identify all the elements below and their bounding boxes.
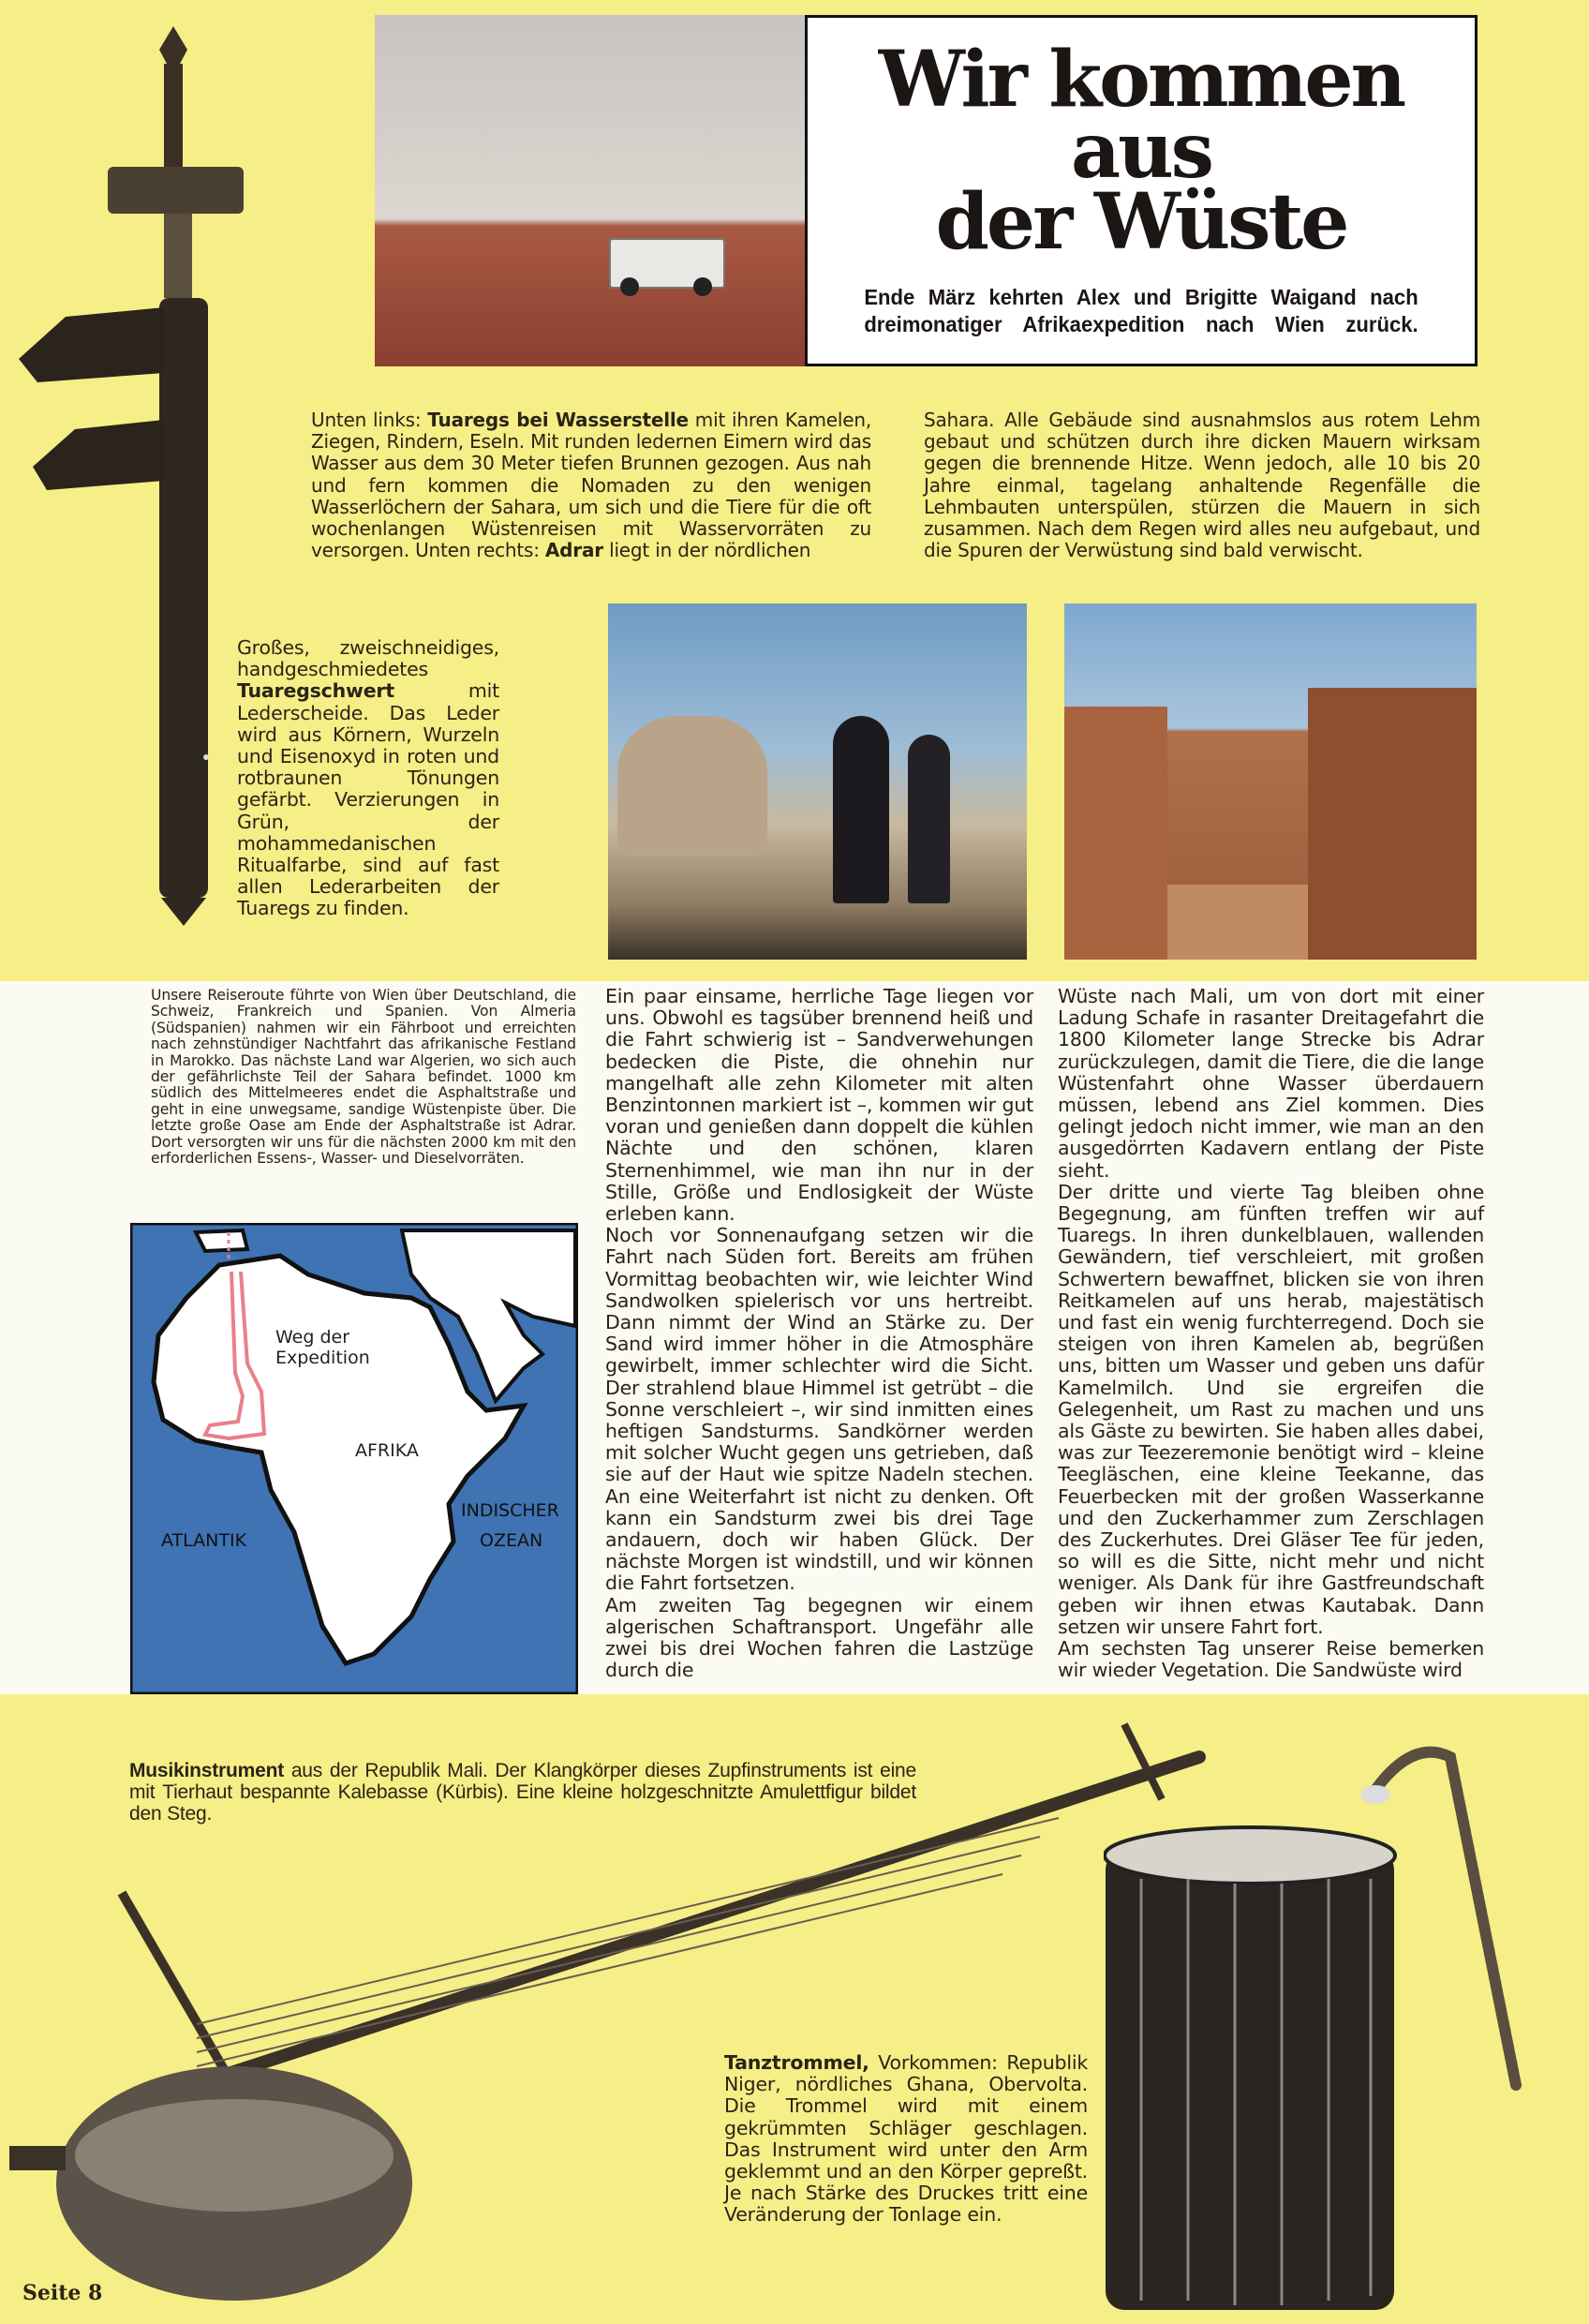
wheel-shape: [620, 277, 639, 296]
article-column-3: [1058, 986, 1484, 1682]
tuaregs-water-photo: [608, 603, 1027, 960]
iberia-land: [196, 1230, 247, 1251]
dance-drum-image: [1104, 1738, 1544, 2315]
africa-route-map: [130, 1223, 578, 1694]
tuareg-figure: [908, 735, 950, 903]
paragraph: Am zweiten Tag begegnen wir einem algerischen Schaftransport. Ungefähr alle zwei bis drei Wochen fahren die Lastzüge durch die: [605, 1593, 1033, 1682]
title-line: Wir kommen: [878, 35, 1404, 125]
route-intro-text: Unsere Reiseroute führte von Wien über Deutschland, die Schweiz, Frankreich und Spanien. Von Almeria (Südspanien) nahmen wir ein Fährboot und erreichten nach zehnstündiger Nachtfahrt das afrikanische Festland in Marokko. Das nächste Land war Algerien, wo sich auch der gefährlichste Teil der Sahara befindet. 1000 km südlich des Mittelmeeres endet die Asphaltstraße und geht in eine unwegsame, sandige Wüstenpiste über. Die letzte große Oase am Ende der Asphaltstraße ist Adrar. Dort versorgten wir uns für die nächsten 2000 km mit den erforderlichen Essens-, Wasser- und Dieselvorräten.: [151, 987, 576, 1168]
indian-ocean-label: INDISCHER: [461, 1500, 559, 1521]
paragraph: Ein paar einsame, herrliche Tage liegen vor uns. Obwohl es tagsüber brennend heiß und die Fahrt schwierig ist – Sandverwehungen bedecken die Piste, die ohnehin nur mangelhaft alle zehn Kilometer mit alten Benzintonnen markiert ist –, kommen wir gut voran und genießen dann doppelt die kühlen Nächte und den schönen, klaren Sternenhimmel, wie man ihn nur in der Stille, Größe und Endlosigkeit der Wüste erleben kann.: [605, 985, 1033, 1226]
mud-wall: [1064, 707, 1167, 960]
page-number: Seite 8: [22, 2281, 103, 2305]
article-column-2: [605, 986, 1033, 1682]
atlantic-label: ATLANTIK: [161, 1530, 247, 1551]
page-title: [808, 35, 1475, 267]
caption-bold: Tuaregschwert: [237, 679, 394, 703]
caption-bold: Tuaregs bei Wasserstelle: [427, 409, 689, 431]
wheel-shape: [693, 277, 712, 296]
route-label: Expedition: [275, 1348, 370, 1368]
paragraph: Wüste nach Mali, um von dort mit einer Ladung Schafe in rasanter Dreitagefahrt die 1800 Kilometer lange Strecke bis Adrar zurückzulegen, damit die Tiere, die die lange Wüstenfahrt ohne Wasser überdauern müssen, lebend ans Ziel kommen. Dies gelingt jedoch nicht immer, wie man an den ausgedörrten Kadavern entlang der Piste sieht.: [1058, 985, 1484, 1182]
title-line: aus: [1071, 106, 1211, 196]
caption-text: Großes, zweischneidiges, handgeschmiedetes: [237, 636, 499, 681]
caption-text: liegt in der nördlichen: [602, 539, 811, 562]
caption-bold: Musikinstrument: [129, 1760, 285, 1781]
title-line: der Wüste: [935, 177, 1347, 267]
title-box: [805, 15, 1478, 366]
desert-vehicle-photo: [375, 15, 805, 366]
paragraph: Der dritte und vierte Tag bleiben ohne Begegnung, am fünften treffen wir auf Tuaregs. In ihren dunkelblauen, wallenden Gewändern, tief verschleiert, mit großen Schwertern bewaffnet, blicken sie von ihren Reitkamelen auf uns herab, majestätisch und fast ein wenig furchterregend. Doch sie steigen von ihren Kamelen ab, begrüßen uns, bitten um Wasser und geben uns dafür Kamelmilch. Und sie ergreifen die Gelegenheit, um Rast zu machen und uns als Gäste zu bewirten. Sie haben alles dabei, was zur Teezeremonie benötigt wird – kleine Teegläschen, eine kleine Teekanne, das Feuerbecken mit der großen Wasserkanne und den Zuckerhammer zum Zerschlagen des Zuckerhutes. Drei Gläser Tee für jeden, so will es die Sitte, nicht mehr und nicht weniger. Als Dank für ihre Gastfreundschaft geben wir ihnen etwas Kautabak. Dann setzen wir unsere Fahrt fort.: [1058, 1180, 1484, 1638]
tuareg-sword-image: [9, 26, 244, 931]
caption-text: mit Lederscheide. Das Leder wird aus Körnern, Wurzeln und Eisenoxyd in roten und rotbraunen Tönungen gefärbt. Verzierungen in Grün, der mohammedanischen Ritualfarbe, sind auf fast allen Lederarbeiten der Tuaregs zu finden.: [237, 679, 499, 920]
photo-caption-left: [311, 410, 871, 561]
adrar-photo: [1064, 603, 1477, 960]
camel-shape: [617, 716, 767, 857]
caption-text: Vorkommen: Republik Niger, nördliches Ghana, Obervolta. Die Trommel wird mit einem gekrümmten Schläger geschlagen. Das Instrument wird unter den Arm geklemmt und an den Körper gepreßt. Je nach Stärke des Druckes tritt eine Veränderung der Tonlage ein.: [724, 2051, 1088, 2227]
route-label: Weg der: [275, 1327, 350, 1348]
continent-label: AFRIKA: [355, 1440, 419, 1461]
drum-caption: [724, 2052, 1088, 2227]
tuareg-figure: [833, 716, 889, 903]
caption-bold: Adrar: [544, 539, 603, 562]
indian-ocean-label: OZEAN: [480, 1530, 543, 1551]
subtitle: Ende März kehrten Alex und Brigitte Waigand nach dreimonatiger Afrikaexpedition nach Wien zurück.: [864, 285, 1418, 336]
street: [1167, 885, 1308, 960]
caption-text: mit ihren Kamelen, Ziegen, Rindern, Eseln. Mit runden ledernen Eimern wird das Wasser aus dem 30 Meter tiefen Brunnen gezogen. Aus nah und fern kommen die Nomaden zu den wenigen Wasserlöchern der Sahara, um sich und die Tiere für die oft wochenlangen Wüstenreisen mit Wasservorräten zu versorgen. Unten rechts:: [311, 409, 872, 562]
photo-caption-continued: Sahara. Alle Gebäude sind ausnahmslos aus rotem Lehm gebaut und schützen durch ihre dicken Mauern wirksam gegen die brennende Hitze. Wenn jedoch, alle 10 bis 20 Jahre einmal, tagelang anhaltende Regenfälle die Lehmbauten unterspülen, stürzen die Mauern in sich zusammen. Nach dem Regen wird alles neu aufgebaut, und die Spuren der Verwüstung sind bald verwischt.: [924, 409, 1480, 562]
sword-caption: [237, 637, 499, 920]
caption-bold: Tanztrommel,: [724, 2051, 869, 2074]
paragraph: Am sechsten Tag unserer Reise bemerken wir wieder Vegetation. Die Sandwüste wird: [1058, 1637, 1484, 1682]
paragraph: Noch vor Sonnenaufgang setzen wir die Fahrt nach Süden fort. Bereits am frühen Vormittag beobachten wir, wie leichter Wind Sandwolken spielerisch vor uns hertreibt. Dann nimmt der Wind an Stärke zu. Der Sand wird immer höher in die Atmosphäre gewirbelt, immer schlechter wird die Sicht. Der strahlend blaue Himmel ist getrübt – die Sonne verschleiert –, wir sind inmitten eines heftigen Sandsturms. Sandkörner werden mit solcher Wucht gegen uns getrieben, daß sie auf der Haut wie spitze Nadeln stechen. An eine Weiterfahrt ist nicht zu denken. Oft kann ein Sandsturm zwei bis drei Tage andauern, doch wir haben Glück. Der nächste Morgen ist windstill, und wir können die Fahrt fortsetzen.: [605, 1224, 1033, 1595]
caption-text: aus der Republik Mali. Der Klangkörper dieses Zupfinstruments ist eine mit Tierhaut bespannte Kalebasse (Kürbis). Eine kleine holzgeschnitzte Amulettfigur bildet den Steg.: [129, 1760, 916, 1825]
mud-wall: [1308, 688, 1477, 960]
caption-text: Unten links:: [311, 409, 428, 431]
